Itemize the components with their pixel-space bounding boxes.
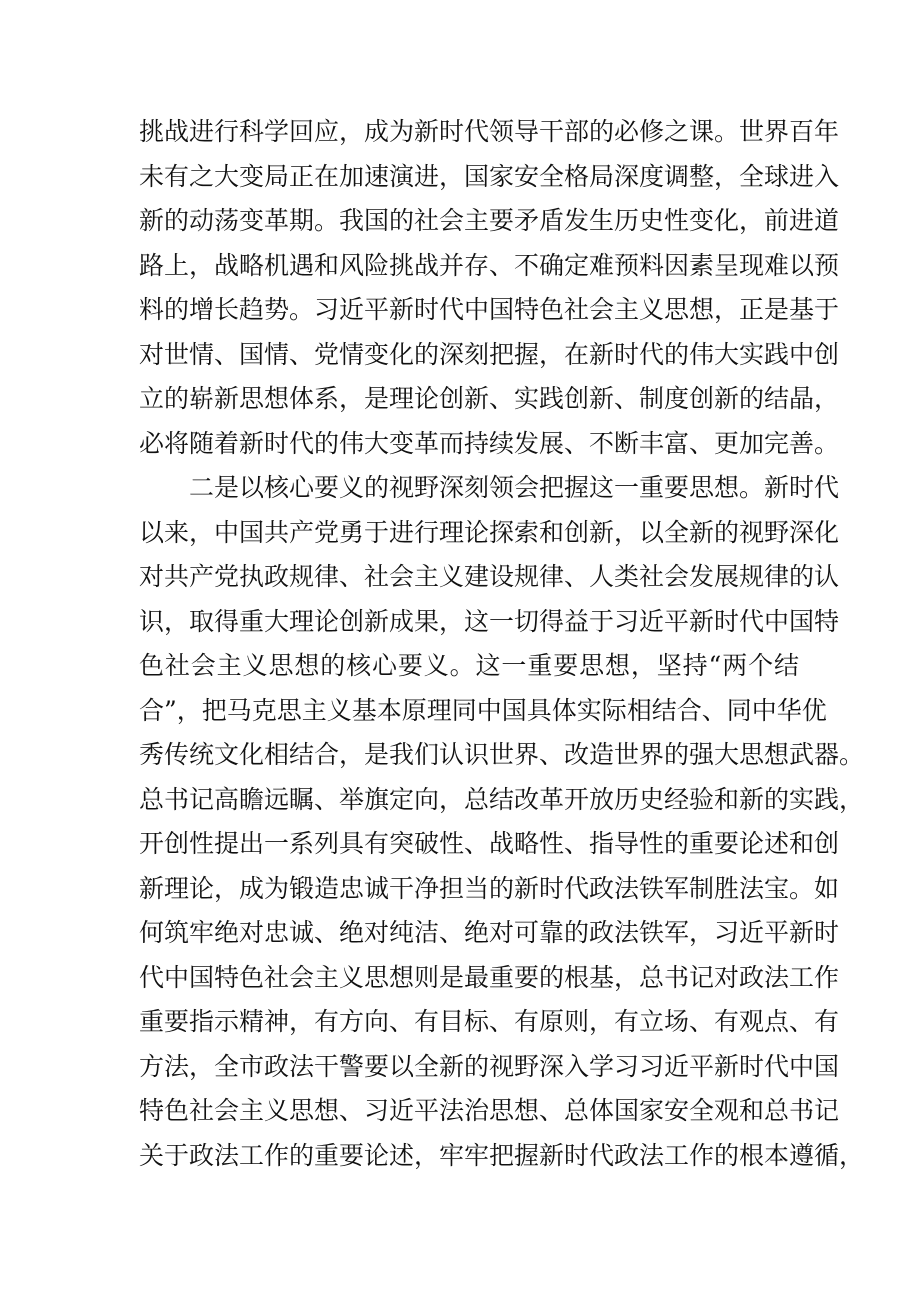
text-line: 对共产党执政规律、社会主义建设规律、人类社会发展规律的认	[139, 562, 840, 591]
text-line: 秀传统文化相结合，是我们认识世界、改造世界的强大思想武器。	[139, 740, 865, 769]
text-line: 特色社会主义思想、习近平法治思想、总体国家安全观和总书记	[139, 1096, 840, 1125]
text-line: 未有之大变局正在加速演进，国家安全格局深度调整，全球进入	[139, 161, 840, 191]
text-line: 对世情、国情、党情变化的深刻把握，在新时代的伟大实践中创	[139, 339, 840, 369]
text-line: 以来，中国共产党勇于进行理论探索和创新，以全新的视野深化	[139, 517, 840, 547]
text-line: 方法，全市政法干警要以全新的视野深入学习习近平新时代中国	[139, 1051, 840, 1081]
text-line: 何筑牢绝对忠诚、绝对纯洁、绝对可靠的政法铁军，习近平新时	[139, 918, 840, 947]
text-line: 关于政法工作的重要论述，牢牢把握新时代政法工作的根本遵循，	[139, 1140, 865, 1170]
text-line: 色社会主义思想的核心要义。这一重要思想，坚持“两个结	[139, 651, 799, 680]
text-line: 重要指示精神，有方向、有目标、有原则，有立场、有观点、有	[139, 1007, 840, 1036]
text-line: 挑战进行科学回应，成为新时代领导干部的必修之课。世界百年	[139, 117, 840, 146]
text-line: 料的增长趋势。习近平新时代中国特色社会主义思想，正是基于	[139, 295, 840, 324]
body-text	[139, 110, 865, 1178]
text-line: 总书记高瞻远瞩、举旗定向，总结改革开放历史经验和新的实践，	[139, 784, 865, 814]
paragraph-first-line: 二是以核心要义的视野深刻领会把握这一重要思想。新时代	[189, 473, 840, 502]
text-line: 识，取得重大理论创新成果，这一切得益于习近平新时代中国特	[139, 606, 840, 636]
text-line: 路上，战略机遇和风险挑战并存、不确定难预料因素呈现难以预	[139, 250, 840, 280]
text-line: 立的崭新思想体系，是理论创新、实践创新、制度创新的结晶，	[139, 384, 840, 413]
text-line: 开创性提出一系列具有突破性、战略性、指导性的重要论述和创	[139, 829, 840, 858]
text-line: 新的动荡变革期。我国的社会主要矛盾发生历史性变化，前进道	[139, 206, 840, 235]
text-line: 代中国特色社会主义思想则是最重要的根基，总书记对政法工作	[139, 962, 840, 992]
text-line: 新理论，成为锻造忠诚干净担当的新时代政法铁军制胜法宝。如	[139, 873, 840, 903]
text-line: 合”，把马克思主义基本原理同中国具体实际相结合、同中华优	[139, 695, 827, 725]
text-line: 必将随着新时代的伟大变革而持续发展、不断丰富、更加完善。	[139, 428, 840, 458]
